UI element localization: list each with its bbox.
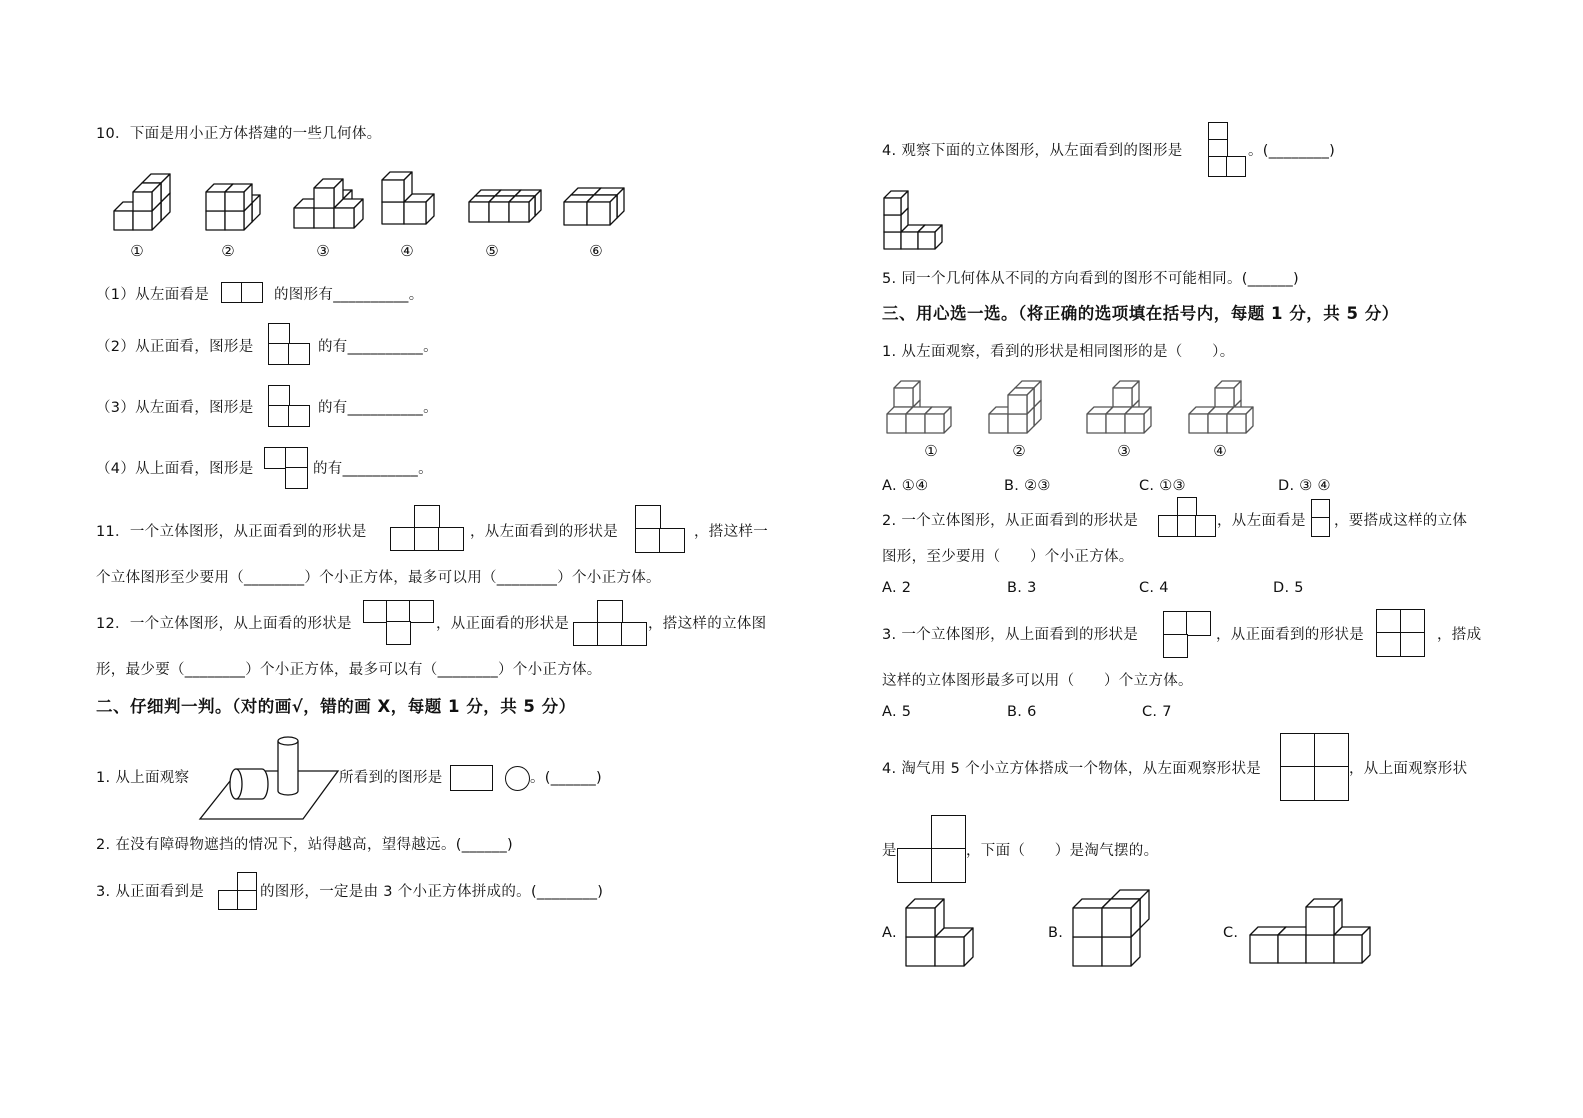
- judge-3-pre: 3. 从正面看到是: [96, 884, 205, 900]
- choice-4-figure-c: [1246, 895, 1376, 970]
- q10-s2-pre: （2）从正面看，图形是: [96, 339, 254, 355]
- judge-4-pre: 4. 观察下面的立体图形，从左面看到的图形是: [882, 143, 1183, 159]
- choice-1-option-d: D. ③ ④: [1278, 478, 1331, 494]
- choice-1-figure-2: [985, 378, 1060, 440]
- choice-4-option-c: C.: [1223, 925, 1239, 941]
- choice-1-figure-3: [1083, 383, 1163, 439]
- choice-1-stem: 1. 从左面观察，看到的形状是相同图形的是（ ）。: [882, 344, 1235, 360]
- q10-figure-6: [560, 175, 640, 230]
- q10-intro: 10．下面是用小正方体搭建的一些几何体。: [96, 126, 382, 142]
- judge-3-post: 的图形，一定是由 3 个小正方体拼成的。(________): [260, 884, 604, 900]
- q12-text-b: ，从正面看的形状是: [436, 616, 570, 632]
- q10-s4-pre: （4）从上面看，图形是: [96, 461, 254, 477]
- choice-3-text-c: ，搭成: [1437, 627, 1482, 643]
- choice-2-text-c: ，要搭成这样的立体: [1334, 513, 1468, 529]
- choice-1-label-1: ①: [924, 442, 938, 460]
- q10-label-5: ⑤: [485, 242, 499, 260]
- choice-3-option-c: C. 7: [1142, 704, 1172, 720]
- q11-text-b: ，从左面看到的形状是: [470, 524, 618, 540]
- choice-4-text-a: 4. 淘气用 5 个小立方体搭成一个物体，从左面观察形状是: [882, 761, 1262, 777]
- choice-2-option-d: D. 5: [1273, 580, 1304, 596]
- choice-1-label-2: ②: [1012, 442, 1026, 460]
- q11-text-c: ，搭这样一: [694, 524, 768, 540]
- section-3-title: 三、用心选一选。（将正确的选项填在括号内，每题 1 分，共 5 分）: [882, 304, 1399, 323]
- choice-1-label-4: ④: [1213, 442, 1227, 460]
- choice-1-option-b: B. ②③: [1004, 478, 1051, 494]
- choice-4-post2: ，下面（ ）是淘气摆的。: [966, 843, 1159, 859]
- choice-2-text-b: ，从左面看是: [1217, 513, 1306, 529]
- judge-1-mid: 所看到的图形是: [339, 770, 443, 786]
- choice-2-option-b: B. 3: [1007, 580, 1037, 596]
- choice-3-line2: 这样的立体图形最多可以用（ ）个立方体。: [882, 673, 1193, 689]
- choice-2-text-a: 2. 一个立体图形，从正面看到的形状是: [882, 513, 1139, 529]
- q10-label-3: ③: [316, 242, 330, 260]
- q10-label-6: ⑥: [589, 242, 603, 260]
- q10-label-4: ④: [400, 242, 414, 260]
- q10-label-2: ②: [221, 242, 235, 260]
- choice-4-option-a: A.: [882, 925, 897, 941]
- choice-3-text-a: 3. 一个立体图形，从上面看到的形状是: [882, 627, 1139, 643]
- q12-text-a: 12．一个立体图形，从上面看的形状是: [96, 616, 352, 632]
- choice-2-option-a: A. 2: [882, 580, 912, 596]
- judge-5: 5. 同一个几何体从不同的方向看到的图形不可能相同。(______): [882, 271, 1299, 287]
- q10-figure-5: [465, 175, 545, 230]
- q10-label-1: ①: [130, 242, 144, 260]
- q10-s2-post: 的有__________。: [318, 339, 438, 355]
- view-circle: [505, 766, 530, 791]
- choice-4-figure-b: [1069, 890, 1154, 975]
- choice-4-figure-a: [902, 890, 987, 975]
- judge-4-figure: [880, 186, 950, 256]
- choice-4-option-b: B.: [1048, 925, 1064, 941]
- q10-figure-4: [378, 165, 458, 230]
- judge-4-post: 。(________): [1248, 143, 1336, 159]
- q11-text-a: 11．一个立体图形，从正面看到的形状是: [96, 524, 367, 540]
- choice-2-option-c: C. 4: [1139, 580, 1169, 596]
- q10-figure-1: [108, 165, 178, 235]
- q10-s1-pre: （1）从左面看是: [96, 287, 210, 303]
- choice-3-option-a: A. 5: [882, 704, 912, 720]
- q10-figure-3: [290, 162, 370, 234]
- choice-3-text-b: ，从正面看到的形状是: [1216, 627, 1364, 643]
- choice-4-text-b: ，从上面观察形状: [1349, 761, 1468, 777]
- q12-text-c: ，搭这样的立体图: [648, 616, 767, 632]
- judge-1-pre: 1. 从上面观察: [96, 770, 190, 786]
- q10-s3-post: 的有__________。: [318, 400, 438, 416]
- q10-s4-post: 的有__________。: [313, 461, 433, 477]
- choice-3-option-b: B. 6: [1007, 704, 1037, 720]
- choice-1-option-a: A. ①④: [882, 478, 929, 494]
- q11-line2: 个立体图形至少要用（________）个小正方体，最多可以用（________）个小正方体。: [96, 570, 661, 586]
- choice-1-option-c: C. ①③: [1139, 478, 1186, 494]
- q10-s3-pre: （3）从左面看，图形是: [96, 400, 254, 416]
- judge-1-post: 。(______): [530, 770, 603, 786]
- q10-figure-2: [200, 170, 270, 235]
- choice-4-pre2: 是: [882, 843, 897, 859]
- choice-2-line2: 图形，至少要用（ ）个小正方体。: [882, 549, 1134, 565]
- section-2-title: 二、仔细判一判。（对的画√，错的画 X，每题 1 分，共 5 分）: [96, 697, 576, 716]
- judge-2: 2. 在没有障碍物遮挡的情况下，站得越高，望得越远。(______): [96, 837, 513, 853]
- choice-1-figure-1: [883, 380, 963, 440]
- table-cylinders-figure: [198, 733, 338, 821]
- choice-1-figure-4: [1185, 380, 1265, 440]
- choice-1-label-3: ③: [1117, 442, 1131, 460]
- q12-line2: 形，最少要（________）个小正方体，最多可以有（________）个小正方体。: [96, 662, 602, 678]
- q10-s1-post: 的图形有__________。: [274, 287, 424, 303]
